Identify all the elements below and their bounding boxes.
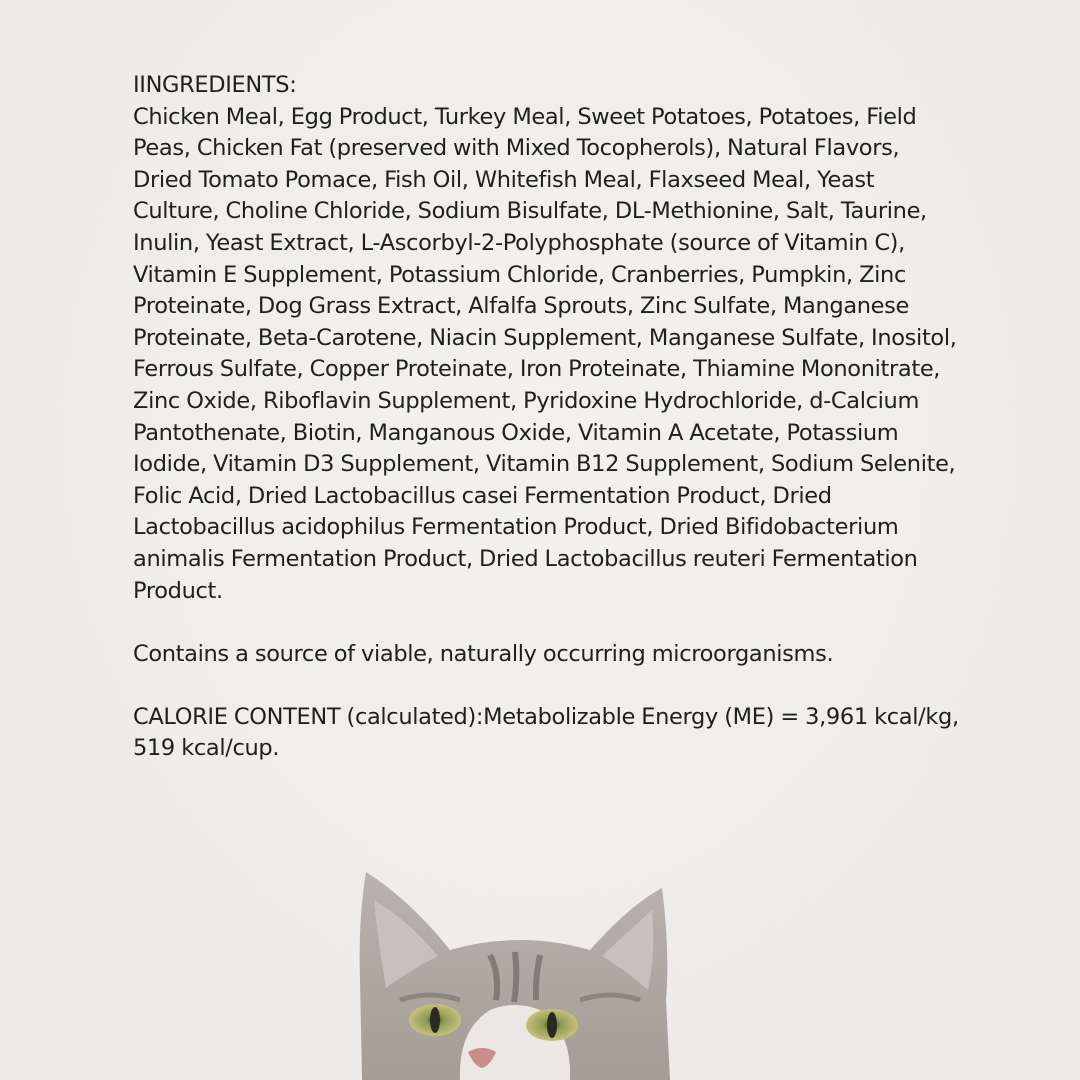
ingredients-list: Chicken Meal, Egg Product, Turkey Meal, Sweet Potatoes, Potatoes, Field Peas, Chicken Fat (preserved with Mixed Tocopherols), Natural Flavors, Dried Tomato Pomace, Fish Oil, Whitefish Meal, Flaxseed Meal, Yeast Culture, Choline Chloride, Sodium Bisulfate, DL-Methionine, Salt, Taurine, Inulin, Yeast Extract, L-Ascorbyl-2-Polyphosphate (source of Vitamin C), Vitamin E Supplement, Potassium Chloride, Cranberries, Pumpkin, Zinc Proteinate, Dog Grass Extract, Alfalfa Sprouts, Zinc Sulfate, Manganese Proteinate, Beta-Carotene, Niacin Supplement, Manganese Sulfate, Inositol, Ferrous Sulfate, Copper Proteinate, Iron Proteinate, Thiamine Mononitrate, Zinc Oxide, Riboflavin Supplement, Pyridoxine Hydrochloride, d-Calcium Pantothenate, Biotin, Manganous Oxide, Vitamin A Acetate, Potassium Iodide, Vitamin D3 Supplement, Vitamin B12 Supplement, Sodium Selenite, Folic Acid, Dried Lactobacillus casei Fermentation Product, Dried Lactobacillus acidophilus Fermentation Product, Dried Bifidobacterium animalis Fermentation Product, Dried Lactobacillus reuteri Fermentation Product. bbox=[133, 103, 957, 604]
calorie-content: CALORIE CONTENT (calculated):Metabolizable Energy (ME) = 3,961 kcal/kg, 519 kcal/cup. bbox=[133, 703, 959, 762]
paragraph-gap bbox=[133, 670, 963, 702]
paragraph-gap bbox=[133, 607, 963, 639]
cat-photo bbox=[340, 860, 700, 1080]
microorganisms-note: Contains a source of viable, naturally occurring microorganisms. bbox=[133, 640, 834, 667]
ingredients-heading: IINGREDIENTS: bbox=[133, 72, 297, 98]
ingredients-text-block bbox=[133, 70, 963, 765]
